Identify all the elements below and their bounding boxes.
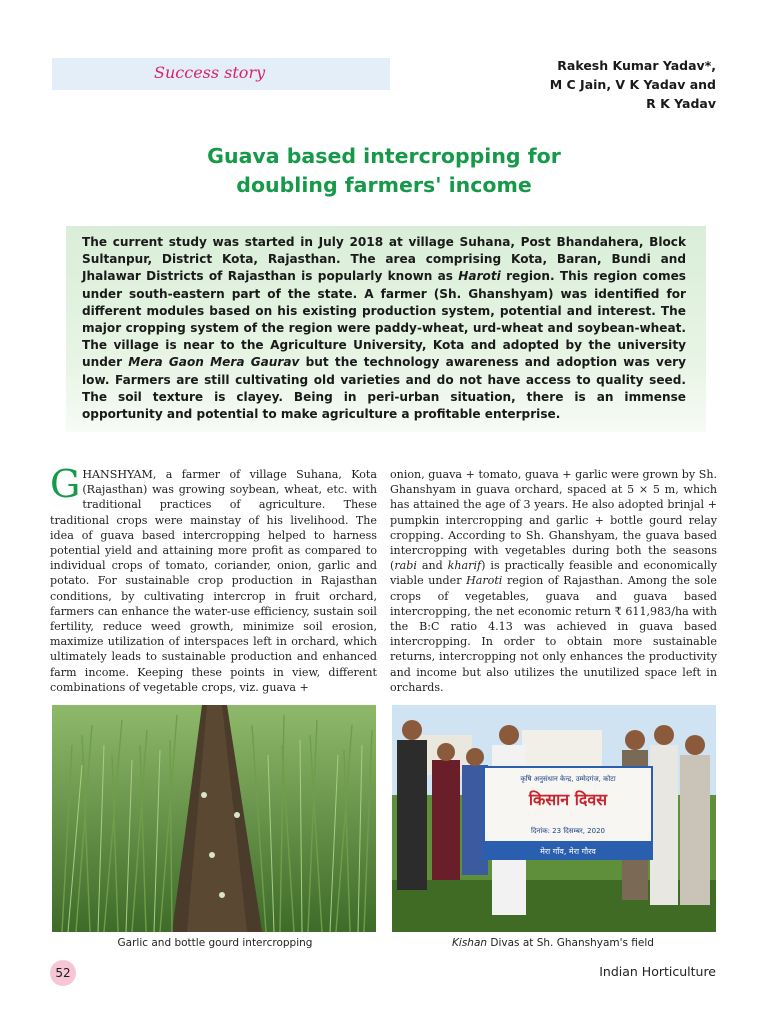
abstract-emphasis: Haroti <box>458 269 501 284</box>
banner-footer: मेरा गाँव, मेरा गौरव <box>540 847 596 856</box>
abstract-segment: The current study was started in July 2018 at village Suhana, Post Bhandahera, Block Sultanpur, District Kota, Rajasthan. The area comprising Kota, Baran, Bundi and Jhalawar Districts of Rajasthan is popularly known as <box>82 235 686 284</box>
body-text: onion, guava + tomato, guava + garlic were grown by Sh. Ghanshyam in guava orchard, spaced at 5 × 5 m, which has attained the age of 3 years. He also adopted brinjal + pumpkin intercropping and garlic + bottle gourd relay cropping. According to Sh. Ghanshyam, the guava based intercropping with vegetables during both the seasons ( <box>390 468 717 573</box>
abstract-emphasis: Mera Gaon Mera Gaurav <box>128 355 300 370</box>
photo-kisan-divas <box>392 705 716 932</box>
title-line-2: doubling farmers' income <box>236 173 532 197</box>
body-column-right <box>390 467 717 695</box>
author-line-3: R K Yadav <box>646 96 716 111</box>
body-emphasis: rabi <box>394 559 417 573</box>
caption-right <box>388 937 718 949</box>
body-text: and <box>416 559 448 573</box>
body-text: ) is practically feasible and economically viable under <box>390 559 717 588</box>
body-emphasis: Haroti <box>466 574 503 588</box>
success-story-tag <box>52 58 390 90</box>
abstract-segment: region. This region comes under south-eastern part of the state. A farmer (Sh. Ghanshyam) was identified for different modules based on his existing production system, potential and interest. The major cropping system of the region were paddy-wheat, urd-wheat and soybean-wheat. The village is near to the Agriculture University, Kota and adopted by the university under <box>82 269 686 370</box>
caption-left: Garlic and bottle gourd intercropping <box>117 937 313 949</box>
abstract-text <box>82 234 686 423</box>
article-title <box>0 142 768 200</box>
kisan-divas-image <box>392 705 716 932</box>
section-label: Success story <box>154 63 266 82</box>
kisan-divas-banner <box>484 767 652 859</box>
caption-emphasis: Kishan <box>452 937 488 949</box>
author-list <box>456 56 716 113</box>
drop-cap: G <box>50 462 81 506</box>
title-line-1: Guava based intercropping for <box>207 144 561 168</box>
body-text: HANSHYAM, a farmer of village Suhana, Kota (Rajasthan) was growing soybean, wheat, etc. with traditional practices of agriculture. These traditional crops were mainstay of his livelihood. The idea of guava based intercropping helped to harness potential yield and attaining more profit as compared to individual crops of tomato, coriander, onion, garlic and potato. For sustainable crop production in Rajasthan conditions, by cultivating intercrop in fruit orchard, farmers can enhance the water-use efficiency, sustain soil fertility, reduce weed growth, minimize soil erosion, maximize utilization of interspaces left in orchard, which ultimately leads to sustainable production and enhanced farm income. Keeping these points in view, different combinations of vegetable crops, viz. guava + <box>50 468 377 694</box>
body-emphasis: kharif <box>447 559 482 573</box>
abstract-segment: but the technology awareness and adoption was very low. Farmers are still cultivating old varieties and do not have access to quality seed. The soil texture is clayey. Being in peri-urban situation, there is an immense opportunity and potential to make agriculture a profitable enterprise. <box>82 355 686 422</box>
journal-name: Indian Horticulture <box>599 964 716 979</box>
page-number: 52 <box>50 960 76 986</box>
author-line-1: Rakesh Kumar Yadav*, <box>557 58 716 73</box>
caption-text: Divas at Sh. Ghanshyam's field <box>487 937 654 949</box>
garlic-field-image <box>52 705 376 932</box>
author-line-2: M C Jain, V K Yadav and <box>549 77 716 92</box>
banner-date: दिनांक: 23 दिसम्बर, 2020 <box>531 827 605 835</box>
banner-title: किसान दिवस <box>528 790 608 809</box>
banner-heading: कृषि अनुसंधान केन्द्र, उम्मेदगंज, कोटा <box>520 775 616 783</box>
body-text: region of Rajasthan. Among the sole crops of vegetables, guava and guava based intercropping, the net economic return ₹ 611,983/ha with the B:C ratio 4.13 was achieved in guava based intercropping. In order to obtain more sustainable returns, intercropping not only enhances the productivity and income but also utilizes the unutilized space left in orchards. <box>390 574 717 694</box>
photo-garlic-intercropping <box>52 705 376 932</box>
body-column-left <box>50 462 377 695</box>
